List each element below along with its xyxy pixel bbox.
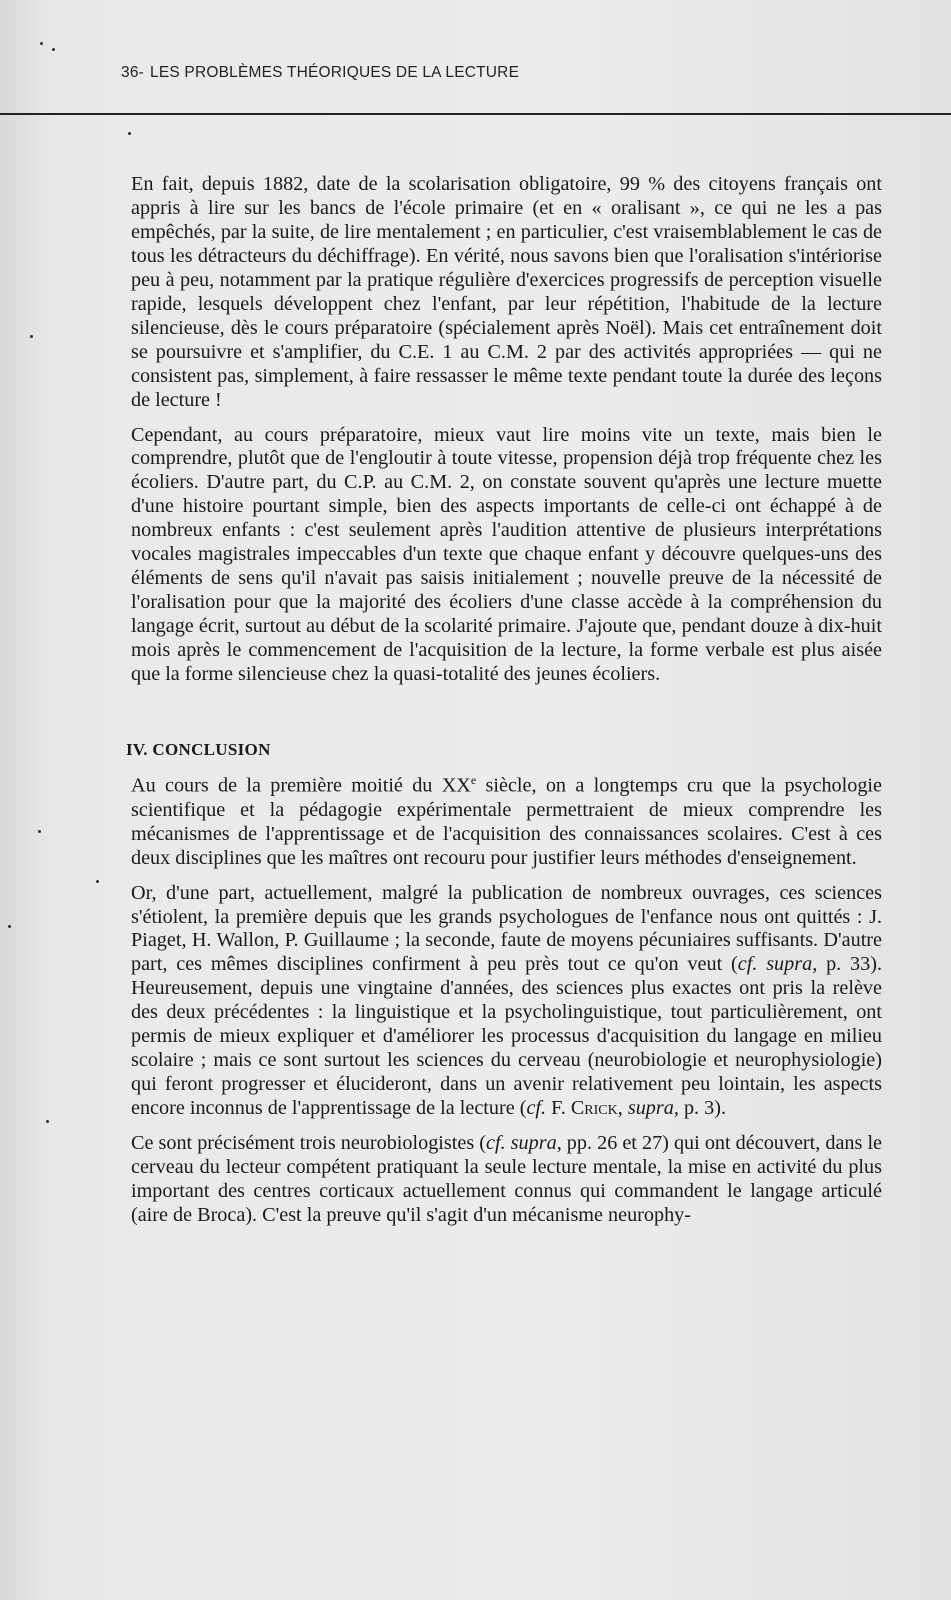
- paragraph-sciences: [131, 882, 882, 1122]
- p5-cf-supra: cf. supra: [486, 1132, 557, 1155]
- p4-cf: cf.: [526, 1097, 547, 1120]
- p4-text-c: F.: [546, 1097, 571, 1120]
- p4-supra: supra,: [627, 1097, 679, 1120]
- p4-text-b: , p. 33). Heureusement, depuis une vingtaine d'années, des sciences plus exactes ont pris la relève des deux précédentes : la linguistique et la psycholinguistique, tout particulièrement, ont permis de mieux expliquer et d'améliorer les processus d'acquisition du langage en milieu scolaire ; mais ce sont surtout les sciences du cerveau (neurobiologie et neurophysiologie) qui feront progresser et élucideront, dans un avenir relativement peu lointain, les aspects encore inconnus de l'apprentissage de la lecture (: [131, 953, 882, 1120]
- body-text: [126, 173, 883, 1238]
- section-heading-conclusion: IV. CONCLUSION: [126, 740, 271, 760]
- scan-speck: [52, 48, 55, 51]
- p5-text-b: , pp. 26 et 27) qui ont découvert, dans le cerveau du lecteur compétent pratiquant la seule lecture mentale, la mise en activité du plus important des centres corticaux actuellement connus qui commandent le langage articulé (aire de Broca). C'est la preuve qu'il s'agit d'un mécanisme neurophy-: [131, 1132, 883, 1226]
- paragraph-conclusion-intro: [131, 769, 882, 871]
- p4-text-d: ,: [617, 1097, 628, 1120]
- paragraph-cours-preparatoire: Cependant, au cours préparatoire, mieux vaut lire moins vite un texte, mais bien le comprendre, plutôt que de l'engloutir à toute vitesse, propension déjà trop fréquente chez les écoliers. D'autre part, du C.P. au C.M. 2, on constate souvent qu'après une lecture muette d'une histoire pourtant simple, bien des aspects importants de celle-ci ont échappé à de nombreux enfants : c'est seulement après l'audition attentive de plusieurs interprétations vocales magistrales impeccables d'un texte que chaque enfant y découvre quelques-uns des éléments de sens qu'il n'avait pas saisis initialement ; nouvelle preuve de la nécessité de l'oralisation pour que la majorité des écoliers d'une classe accède à la compréhension du langage écrit, surtout au début de la scolarité primaire. J'ajoute que, pendant douze à dix-huit mois après le commencement de l'acquisition de la lecture, la forme verbale est plus aisée que la forme silencieuse chez la quasi-totalité des jeunes écoliers.: [131, 423, 882, 686]
- p3-text-b: siècle, on a longtemps cru que la psychologie scientifique et la pédagogie expérimentale permettraient de mieux comprendre les mécanismes de l'apprentissage et de l'acquisition des connaissances scolaires. C'est à ces deux disciplines que les maîtres ont recouru pour justifier leurs méthodes d'enseignement.: [131, 774, 883, 869]
- paragraph-neurobiologistes: [131, 1132, 882, 1228]
- p3-text-a: Au cours de la première moitié du XX: [131, 774, 471, 797]
- scan-speck: [128, 132, 131, 135]
- p4-author-name: Crick: [570, 1097, 618, 1120]
- running-title: LES PROBLÈMES THÉORIQUES DE LA LECTURE: [150, 64, 520, 81]
- scan-speck: [8, 925, 11, 928]
- page-number: 36: [121, 64, 139, 81]
- p3-superscript: e: [470, 773, 477, 788]
- p4-text-e: p. 3).: [678, 1097, 727, 1120]
- p4-cf-supra: cf. supra: [737, 953, 813, 976]
- scan-speck: [96, 880, 99, 883]
- page-number-separator: -: [138, 64, 145, 81]
- header-rule: [0, 113, 951, 115]
- p4-text-a: Or, d'une part, actuellement, malgré la publication de nombreux ouvrages, ces sciences s'étiolent, la première depuis que les grands psychologues de l'enfance nous ont quittés : J. Piaget, H. Wallon, P. Guillaume ; la seconde, faute de moyens pécuniaires suffisants. D'autre part, ces mêmes disciplines confirment à peu près tout ce qu'on veut (: [131, 881, 882, 976]
- scan-speck: [40, 42, 43, 45]
- scan-speck: [30, 335, 33, 338]
- p5-text-a: Ce sont précisément trois neurobiologistes (: [131, 1132, 486, 1155]
- scan-speck: [46, 1120, 49, 1123]
- paragraph-oralisation: En fait, depuis 1882, date de la scolarisation obligatoire, 99 % des citoyens français ont appris à lire sur les bancs de l'école primaire (et en « oralisant », ce qui ne les a pas empêchés, par la suite, de lire mentalement ; en particulier, c'est vraisemblablement le cas de tous les détracteurs du déchiffrage). En vérité, nous savons bien que l'oralisation s'intériorise peu à peu, notamment par la pratique régulière d'exercices progressifs de perception visuelle rapide, lesquels développent chez l'enfant, par leur répétition, l'habitude de la lecture silencieuse, dès le cours préparatoire (spécialement après Noël). Mais cet entraînement doit se poursuivre et s'amplifier, du C.E. 1 au C.M. 2 par des activités appropriées — qui ne consistent pas, simplement, à faire ressasser le même texte pendant toute la durée des leçons de lecture !: [131, 173, 882, 411]
- scan-speck: [38, 830, 41, 833]
- running-head: [121, 64, 519, 82]
